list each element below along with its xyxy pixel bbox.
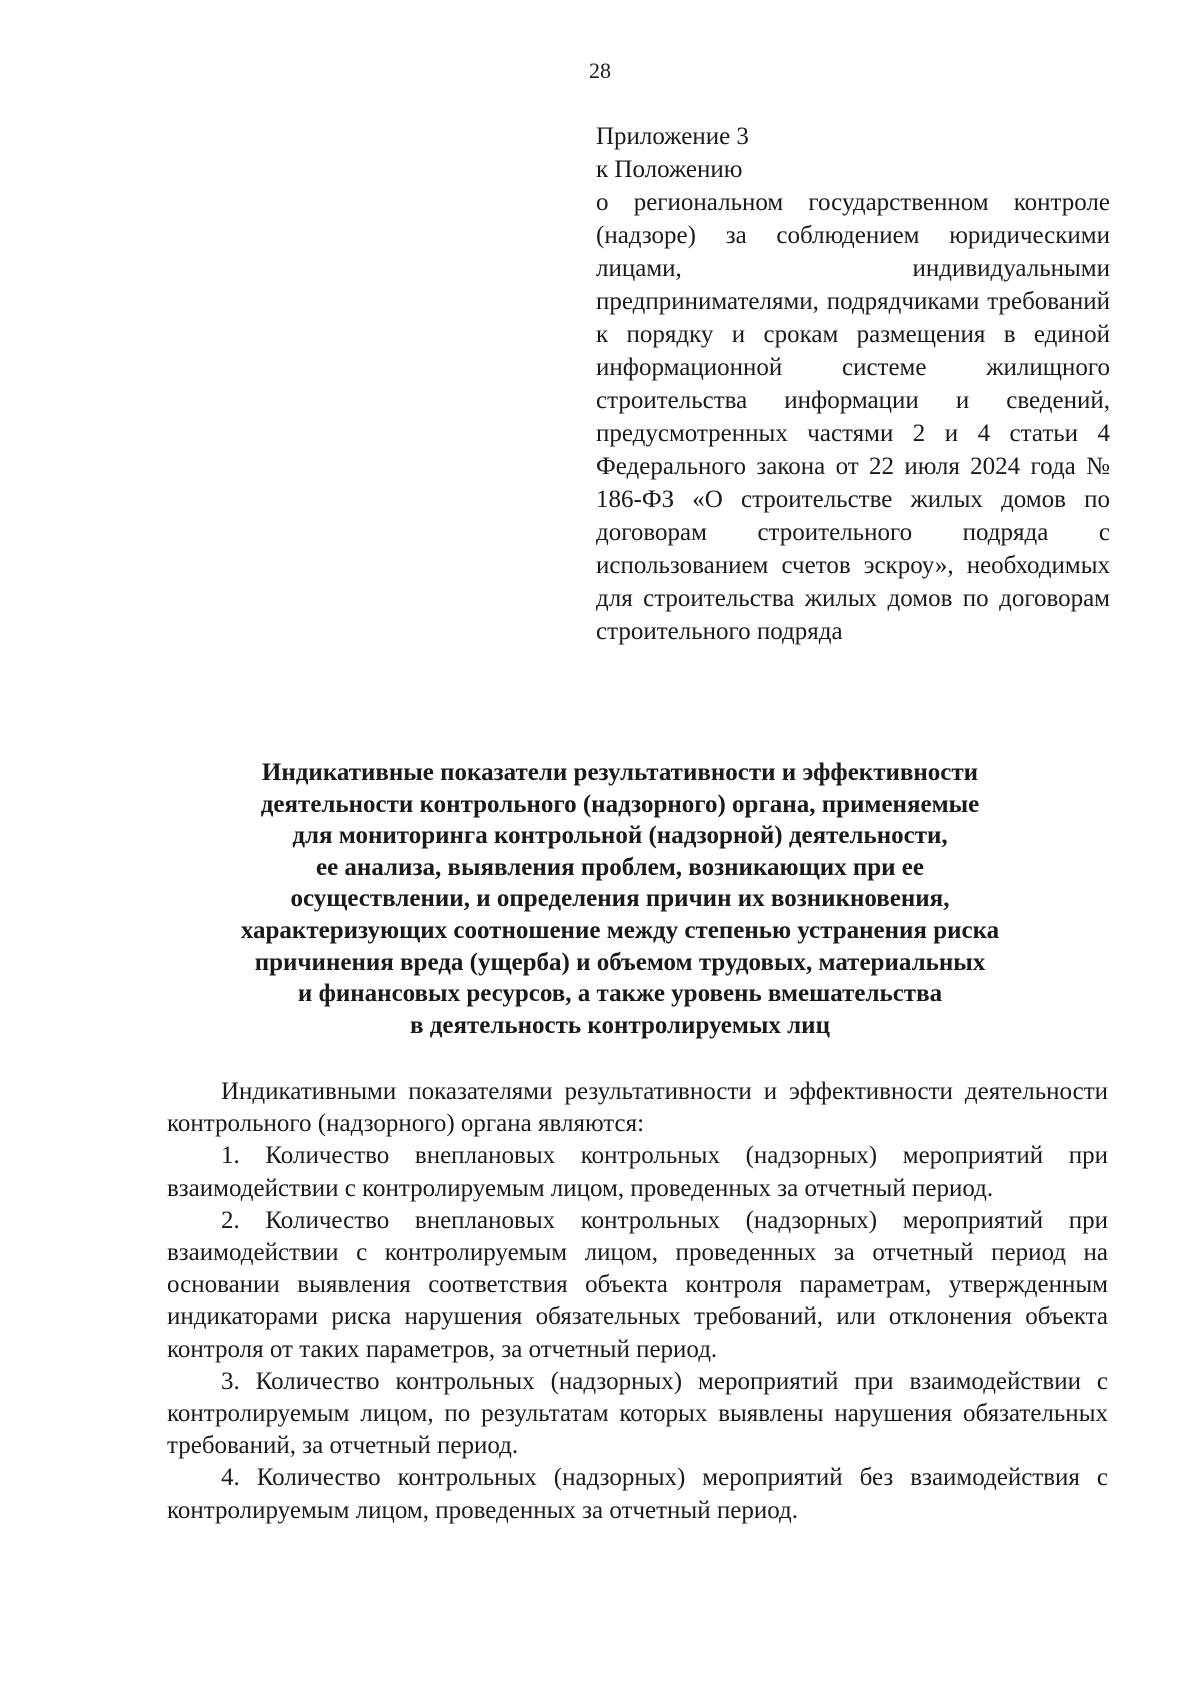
intro-paragraph: Индикативными показателями результативности и эффективности деятельности контрольного (надзорного) органа являются:	[167, 1078, 1108, 1138]
list-item: 3. Количество контрольных (надзорных) мероприятий при взаимодействии с контролируемым лицом, по результатам которых выявлены нарушения обязательных требований, за отчетный период.	[167, 1367, 1108, 1460]
heading-line: в деятельность контролируемых лиц	[410, 1011, 830, 1039]
list-item: 2. Количество внеплановых контрольных (надзорных) мероприятий при взаимодействии с контролируемым лицом, проведенных за отчетный период на основании выявления соответствия объекта контроля параметрам, утвержденным индикаторами риска нарушения обязательных требований, или отклонения объекта контроля от таких параметров, за отчетный период.	[167, 1206, 1108, 1363]
appendix-title: Приложение 3	[596, 123, 749, 150]
heading-line: характеризующих соотношение между степенью устранения риска	[240, 916, 1000, 944]
appendix-subtitle: к Положению	[596, 156, 743, 183]
heading-line: деятельности контрольного (надзорного) органа, применяемые	[260, 790, 980, 818]
page-number: 28	[589, 58, 611, 83]
heading-line: для мониторинга контрольной (надзорной) деятельности,	[292, 822, 948, 850]
document-body	[167, 1076, 1108, 1527]
heading-line: и финансовых ресурсов, а также уровень вмешательства	[297, 980, 943, 1008]
heading-line: ее анализа, выявления проблем, возникающих при ее	[315, 853, 925, 881]
list-item: 4. Количество контрольных (надзорных) мероприятий без взаимодействия с контролируемым лицом, проведенных за отчетный период.	[167, 1464, 1108, 1524]
document-heading	[170, 757, 1070, 1041]
list-item: 1. Количество внеплановых контрольных (надзорных) мероприятий при взаимодействии с контролируемым лицом, проведенных за отчетный период.	[167, 1142, 1108, 1202]
heading-line: осуществлении, и определения причин их возникновения,	[290, 885, 950, 913]
heading-line: причинения вреда (ущерба) и объемом трудовых, материальных	[254, 948, 986, 976]
appendix-body: о региональном государственном контроле (надзоре) за соблюдением юридическими лицами, индивидуальными предпринимателями, подрядчиками требований к порядку и срокам размещения в единой информационной системе жилищного строительства информации и сведений, предусмотренных частями 2 и 4 статьи 4 Федерального закона от 22 июля 2024 года № 186-ФЗ «О строительстве жилых домов по договорам строительного подряда с использованием счетов эскроу», необходимых для строительства жилых домов по договорам строительного подряда	[596, 189, 1110, 645]
appendix-block	[596, 120, 1110, 648]
heading-line: Индикативные показатели результативности и эффективности	[261, 759, 979, 786]
